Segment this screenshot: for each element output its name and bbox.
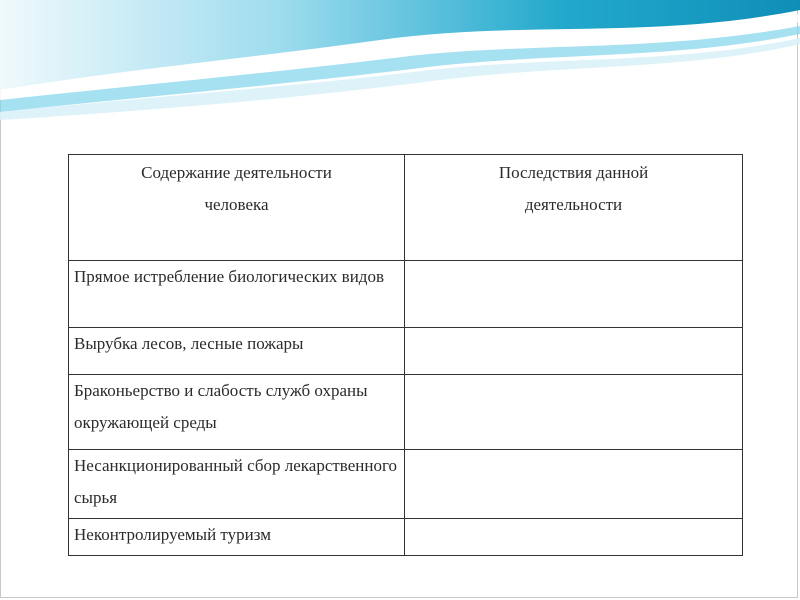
header-activity: Содержание деятельности человека (69, 155, 405, 261)
consequence-cell[interactable] (405, 450, 743, 519)
consequence-cell[interactable] (405, 519, 743, 556)
activity-cell: Вырубка лесов, лесные пожары (69, 328, 405, 375)
table-row (69, 519, 743, 556)
header-consequence: Последствия данной деятельности (405, 155, 743, 261)
consequence-cell[interactable] (405, 328, 743, 375)
table-row (69, 261, 743, 328)
table-header-row (69, 155, 743, 261)
consequence-cell[interactable] (405, 375, 743, 450)
table-row (69, 450, 743, 519)
table-row (69, 375, 743, 450)
table-row (69, 328, 743, 375)
activity-cell: Неконтролируемый туризм (69, 519, 405, 556)
consequence-cell[interactable] (405, 261, 743, 328)
activity-consequence-table (68, 154, 743, 556)
header-wave-decoration (0, 0, 800, 120)
activity-cell: Прямое истребление биологических видов (69, 261, 405, 328)
activity-cell: Браконьерство и слабость служб охраны окружающей среды (69, 375, 405, 450)
activity-cell: Несанкционированный сбор лекарственного сырья (69, 450, 405, 519)
